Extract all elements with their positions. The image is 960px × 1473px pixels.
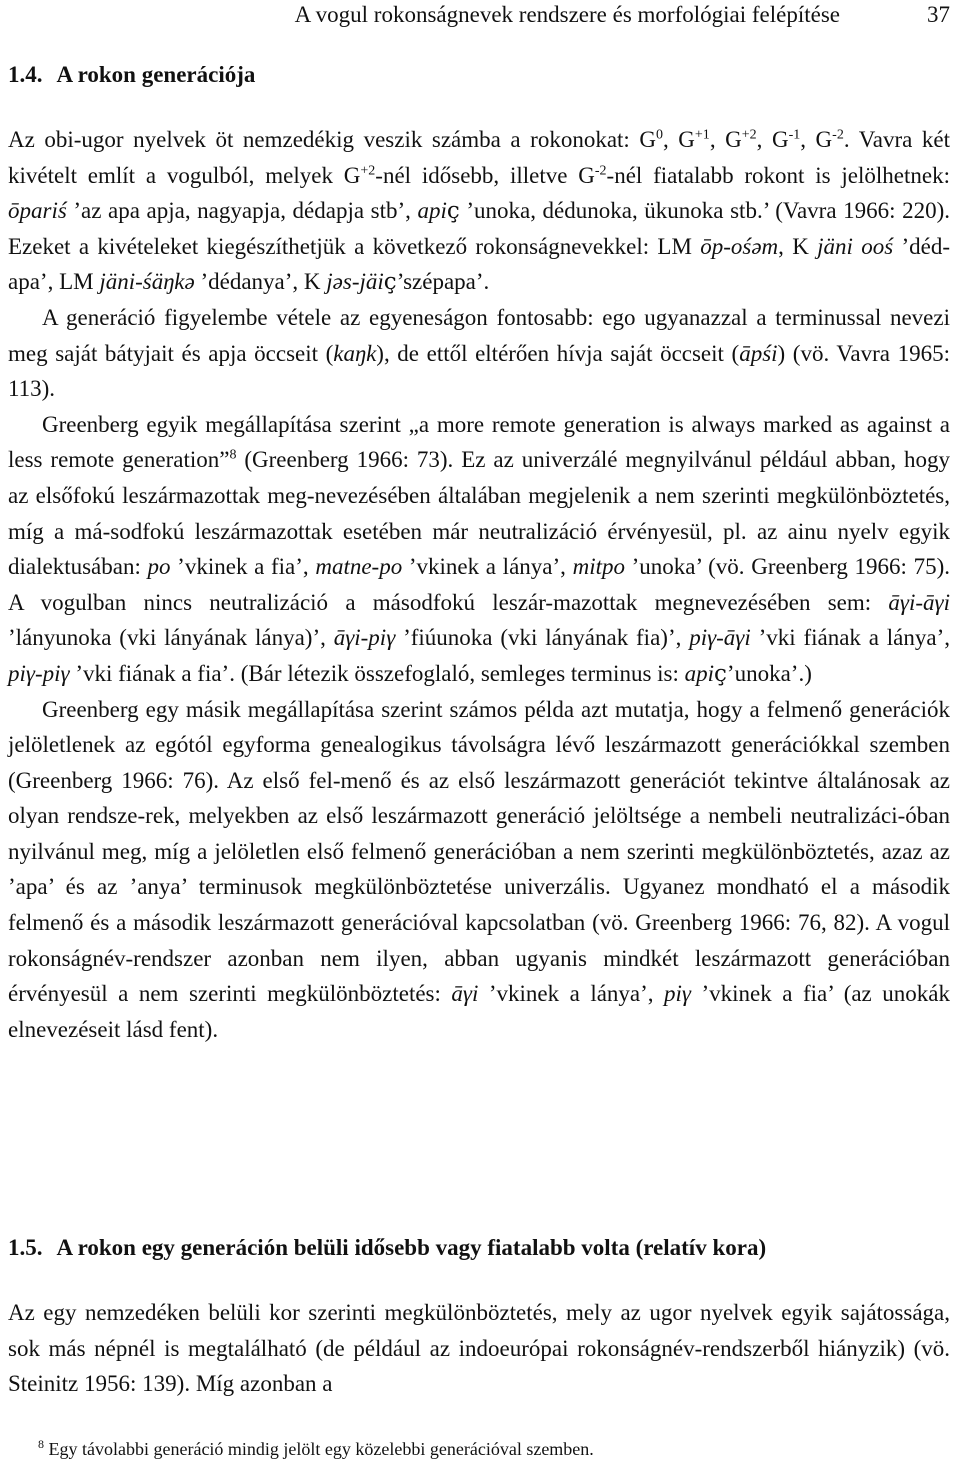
text-run: , G [662,127,695,152]
superscript: -1 [788,127,801,143]
section-heading-1-4 [8,60,255,90]
text-run: ’dédanya’, K [194,269,327,295]
text-run: , G [709,127,742,152]
section-1-5-body [8,1295,950,1402]
section-number: 1.4. [8,62,43,87]
text-run: ’vki fiának a lánya’, [750,625,950,651]
footnote [38,1437,594,1461]
section-title: A rokon egy generáción belüli idősebb vagy fiatalabb volta (relatív kora) [56,1235,767,1260]
paragraph [8,300,950,407]
text-run: ’déd-apa’, LM [8,233,950,295]
text-run: ) (vö. Vavra 1965: 113). [8,340,950,402]
vogul-term: piγ [664,981,691,1007]
text-run: ’vkinek a lánya’, [402,554,573,580]
vogul-term: ōp-ośəm [700,233,779,259]
footnote-mark: 8 [38,1437,44,1451]
text-run: , G [756,127,789,152]
text-run: Az obi-ugor nyelvek öt nemzedékig veszik számba a rokonokat: G [8,127,656,152]
vogul-term: āγi [451,981,479,1007]
text-run: ’szépapa’. [396,269,490,295]
paragraph [8,692,950,1048]
special-glyph: ⅽ̧ [446,198,460,224]
text-run: ’unoka, dédunoka, ükunoka stb.’ (Vavra 1966: 220). Ezeket a kivételeket kiegészíthetjük a következő rokonságnevekkel: LM [8,198,950,259]
paragraph [8,407,950,692]
text-run: ’fiúunoka (vki lányának fia)’, [395,625,690,651]
vogul-term: piγ-āγi [689,625,751,651]
paragraph [8,122,950,300]
text-run: Az egy nemzedéken belüli kor szerinti megkülönböztetés, mely az ugor nyelvek egyik sajátossága, sok más népnél is megtalálható (de például az indoeurópai rokonságnév-rendszerből hiányzik) (vö. Steinitz 1956: 139). Míg azonban a [8,1300,950,1397]
text-run: -nél idősebb, illetve G [375,162,595,188]
text-run: . Vavra két kivételt említ a vogulból, melyek G [8,127,950,188]
superscript: +2 [741,127,757,143]
page-number: 37 [927,2,950,27]
superscript: -2 [594,162,607,178]
vogul-term: po [147,554,171,580]
section-number: 1.5. [8,1235,43,1260]
vogul-term: mitpo [572,554,625,580]
paragraph [8,1295,950,1402]
vogul-term: api [684,660,715,686]
text-run: Greenberg egyik megállapítása szerint „a more remote generation is always marked as against a less remote generation” [8,411,950,473]
text-run: (Greenberg 1966: 73). Ez az univerzálé megnyilvánul például abban, hogy az elsőfokú leszármazottak meg-nevezésében általában megjelenik a nem szerinti megkülönböztetés, míg a má-sodfokú leszármazottak esetében már neutralizáció érvényesül, pl. az ainu nyelv egyik dialektusában: [8,447,950,580]
vogul-term: jəs-jäi [326,269,384,295]
vogul-term: piγ-piγ [8,660,70,686]
text-run: , G [800,127,833,152]
page-header [8,0,950,36]
text-run: ’vkinek a lánya’, [478,981,665,1007]
text-run: ’vkinek a fia’, [170,554,316,580]
superscript: +2 [360,162,376,178]
section-1-4-body [8,122,950,1047]
text-run: A generáció figyelembe vétele az egyeneságon fontosabb: ego ugyanazzal a terminussal nevezi meg saját bátyjait és apja öccseit ( [8,304,950,366]
text-run: ’unoka’.) [726,660,812,686]
superscript: 0 [655,127,663,143]
section-title: A rokon generációja [56,62,256,87]
vogul-term: api [417,198,447,224]
vogul-term: jäni ooś [817,233,894,259]
text-run: ’vki fiának a fia’. (Bár létezik összefoglaló, semleges terminus is: [69,660,685,686]
superscript: +1 [694,127,710,143]
special-glyph: ⅽ̧ [714,660,727,686]
text-run: ’unoka’ (vö. Greenberg 1966: 75). A vogulban nincs neutralizáció a másodfokú leszár-mazottak megnevezésében sem: [8,554,950,615]
superscript: 8 [229,447,237,463]
text-run: Greenberg egy másik megállapítása szerint számos példa azt mutatja, hogy a felmenő generációk jelöletlenek az egótól egyforma genealogikus távolságra lévő leszármazott generációkkal szemben (Greenberg 1966: 76). Az első fel-menő és az első leszármazott generációt tekintve általánosak az olyan rendsze-rek, melyekben az első leszármazott generáció jelöltsége a nembeli neutralizáci-óban nyilvánul meg, míg a jelöletlen első felmenő generációban a nem szerinti megkülönböztetés, azaz az ’apa’ és az ’anya’ terminusok megkülönböztetése univerzális. Ugyanez mondható el a második felmenő és a második leszármazott generációval kapcsolatban (vö. Greenberg 1966: 76, 82). A vogul rokonságnév-rendszer azonban nem ilyen, abban ugyanis mindkét leszármazott generációban érvényesül a nem szerinti megkülönböztetés: [8,696,950,1007]
text-run: -nél fiatalabb rokont is jelölhetnek: [606,162,950,188]
vogul-term: āγi-āγi [888,589,950,615]
footnote-text: Egy távolabbi generáció mindig jelölt egy közelebbi generációval szemben. [48,1439,594,1459]
text-run: ’lányunoka (vki lányának lánya)’, [8,625,334,651]
vogul-term: kaŋk [333,340,377,366]
vogul-term: matne-po [315,554,403,580]
special-glyph: ⅽ̧ [383,269,397,295]
vogul-term: āpśi [739,340,778,366]
vogul-term: ōpariś [8,198,67,224]
superscript: -2 [832,127,844,143]
vogul-term: jäni-śäŋkə [99,269,195,295]
running-title: A vogul rokonságnevek rendszere és morfológiai felépítése [294,2,840,27]
text-run: ’az apa apja, nagyapja, dédapja stb’, [66,198,418,224]
text-run: , K [778,233,818,259]
text-run: ’vkinek a fia’ (az unokák elnevezéseit lásd fent). [8,981,950,1042]
vogul-term: āγi-piγ [333,625,396,651]
section-heading-1-5 [8,1233,766,1263]
text-run: ), de ettől eltérően hívja saját öccseit ( [376,340,740,366]
